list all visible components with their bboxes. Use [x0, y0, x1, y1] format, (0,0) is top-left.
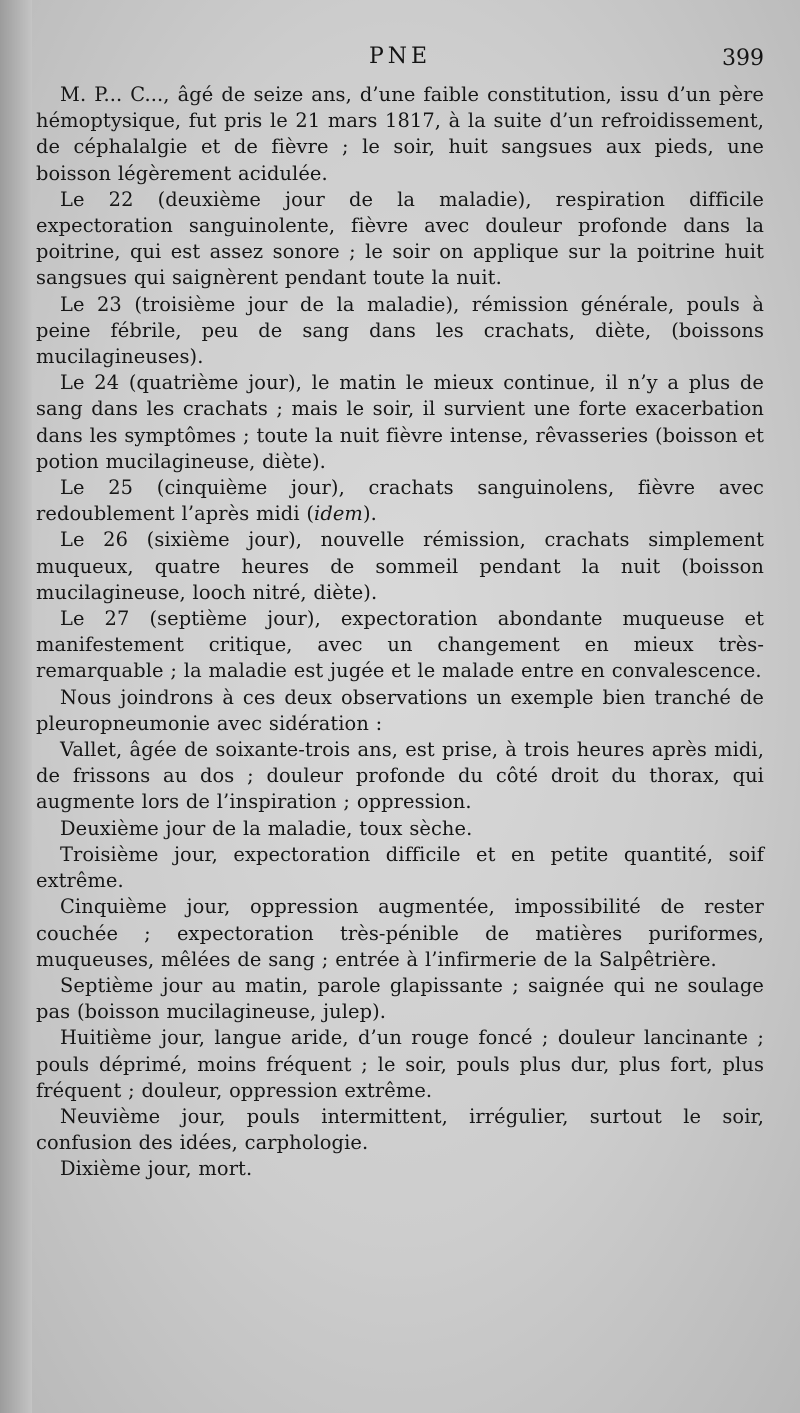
idem-italic: idem	[314, 502, 363, 526]
paragraph-transition: Nous joindrons à ces deux observations un exemple bien tranché de pleuropneumonie avec sidération :	[36, 685, 764, 735]
paragraph-eighth-day: Huitième jour, langue aride, d’un rouge foncé ; douleur lancinante ; pouls déprimé, moins fréquent ; le soir, pouls plus dur, plus fort, plus fréquent ; douleur, oppression extrême.	[36, 1026, 764, 1102]
paragraph-tenth-day: Dixième jour, mort.	[60, 1157, 253, 1181]
page-header	[36, 40, 764, 82]
paragraph-observation-intro: M. P... C..., âgé de seize ans, d’une faible constitution, issu d’un père hémoptysique, fut pris le 21 mars 1817, à la suite d’un refroidissement, de céphalalgie et de fièvre ; le soir, huit sangsues aux pieds, une boisson légèrement acidulée.	[36, 83, 764, 185]
gutter-shadow	[0, 0, 32, 1413]
paragraph-day-22: Le 22 (deuxième jour de la maladie), respiration difficile expectoration sanguinolente, fièvre avec douleur profonde dans la poitrine, qui est assez sonore ; le soir on applique sur la poitrine huit sangsues qui saignèrent pendant toute la nuit.	[36, 187, 764, 290]
page-number: 399	[722, 46, 764, 71]
paragraph-fifth-day: Cinquième jour, oppression augmentée, impossibilité de rester couchée ; expectoration très-pénible de matières puriformes, muqueuses, mêlées de sang ; entrée à l’infirmerie de la Salpêtrière.	[36, 895, 764, 971]
paragraph-seventh-day: Septième jour au matin, parole glapissante ; saignée qui ne soulage pas (boisson mucilagineuse, julep).	[36, 973, 764, 1024]
paragraph-day-27: Le 27 (septième jour), expectoration abondante muqueuse et manifestement critique, avec un changement en mieux très-remarquable ; la maladie est jugée et le malade entre en convalescence.	[36, 607, 764, 683]
paragraph-third-day: Troisième jour, expectoration difficile et en petite quantité, soif extrême.	[36, 842, 764, 893]
paragraph-ninth-day: Neuvième jour, pouls intermittent, irrégulier, surtout le soir, confusion des idées, carphologie.	[36, 1104, 764, 1155]
paragraph-day-24: Le 24 (quatrième jour), le matin le mieux continue, il n’y a plus de sang dans les crachats ; mais le soir, il survient une forte exacerbation dans les symptômes ; toute la nuit fièvre intense, rêvasseries (boisson et potion mucilagineuse, diète).	[36, 371, 764, 473]
body-text	[36, 82, 764, 1183]
paragraph-second-day: Deuxième jour de la maladie, toux sèche.	[60, 816, 473, 840]
paragraph-vallet-intro: Vallet, âgée de soixante-trois ans, est prise, à trois heures après midi, de frissons au dos ; douleur profonde du côté droit du thorax, qui augmente lors de l’inspiration ; oppression.	[36, 738, 764, 814]
paragraph-day-23: Le 23 (troisième jour de la maladie), rémission générale, pouls à peine fébrile, peu de sang dans les crachats, diète, (boissons mucilagineuses).	[36, 292, 764, 369]
paragraph-day-26: Le 26 (sixième jour), nouvelle rémission, crachats simplement muqueux, quatre heures de sommeil pendant la nuit (boisson mucilagineuse, looch nitré, diète).	[36, 528, 764, 604]
running-head: PNE	[368, 44, 432, 69]
paragraph-day-25: Le 25 (cinquième jour), crachats sanguinolens, fièvre avec redoublement l’après midi (idem).	[36, 476, 764, 526]
